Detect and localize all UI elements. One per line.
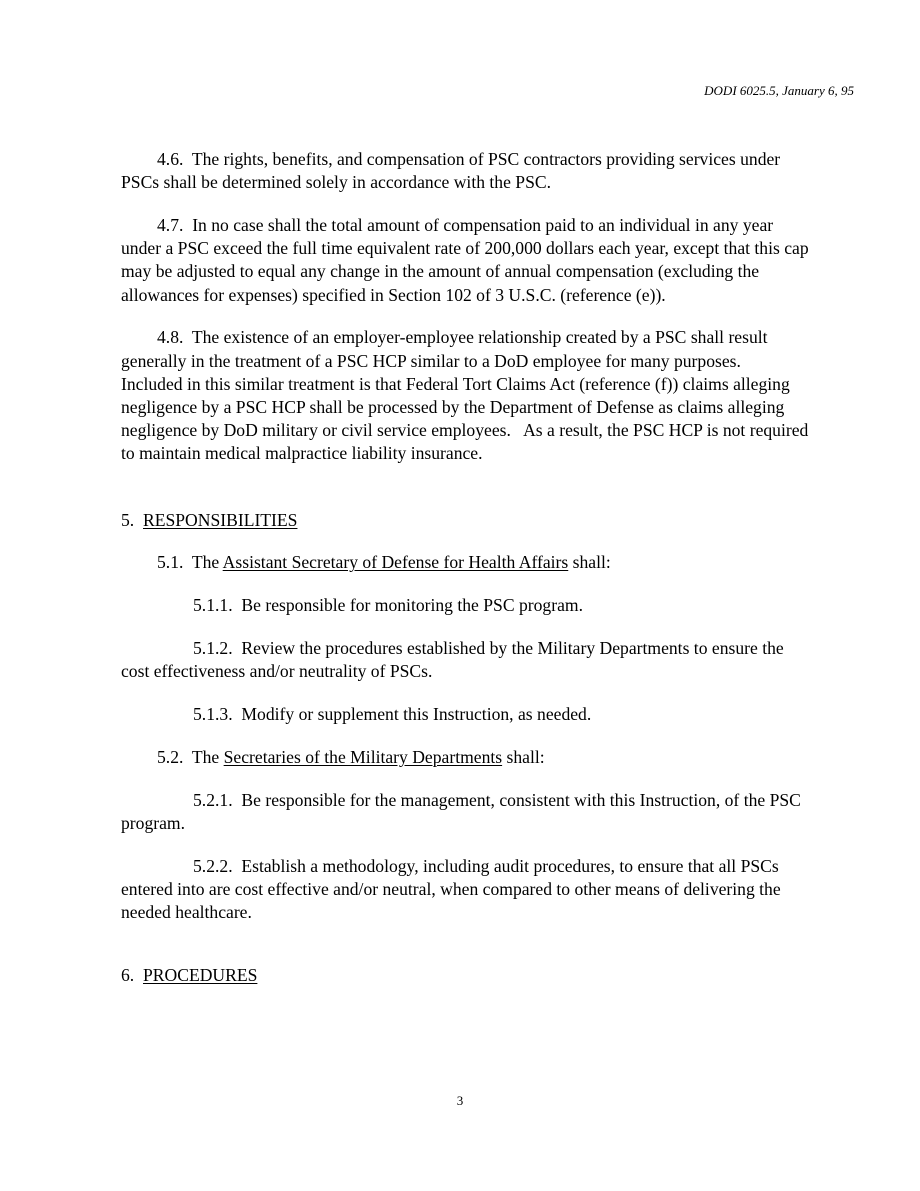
paragraph-5-2-1: [121, 789, 811, 835]
section-title: PROCEDURES: [143, 965, 258, 986]
paragraph-text: Review the procedures established by the Military Departments to ensure the cost effectiveness and/or neutrality of PSCs.: [121, 638, 784, 682]
paragraph-5-2-2: [121, 855, 811, 925]
page-number: 3: [456, 1093, 464, 1108]
paragraph-number: 4.8.: [157, 327, 184, 348]
paragraph-number: 5.1.2.: [193, 638, 233, 659]
paragraph-number: 5.2.1.: [193, 789, 233, 810]
paragraph-number: 5.2.2.: [193, 855, 233, 876]
paragraph-number: 5.1.: [157, 552, 184, 573]
paragraph-4-6: [121, 148, 811, 194]
paragraph-text: In no case shall the total amount of compensation paid to an individual in any year under a PSC exceed the full time equivalent rate of 200,000 dollars each year, except that this cap may be adjusted to equal any change in the amount of annual compensation (excluding the allowances for expenses) specified in Section 102 of 3 U.S.C. (reference (e)).: [121, 215, 809, 305]
section-heading-procedures: [121, 964, 811, 987]
section-number: 5.: [121, 509, 135, 530]
paragraph-text-post: shall:: [506, 746, 545, 767]
paragraph-number: 5.1.3.: [193, 704, 233, 725]
paragraph-text-post: shall:: [572, 552, 611, 573]
section-heading-responsibilities: [121, 509, 811, 532]
paragraph-number: 5.2.: [157, 746, 184, 767]
paragraph-text: The existence of an employer-employee relationship created by a PSC shall result generally in the treatment of a PSC HCP similar to a DoD employee for many purposes. Included in this similar treatment is that Federal Tort Claims Act (reference (f)) claims alleging negligence by a PSC HCP shall be processed by the Department of Defense as claims alleging negligence by DoD military or civil service employees. As a result, the PSC HCP is not required to maintain medical malpractice liability insurance.: [121, 327, 813, 464]
paragraph-5-1-2: [121, 637, 811, 683]
document-body: [121, 148, 811, 1007]
section-number: 6.: [121, 965, 135, 986]
document-reference-header: DODI 6025.5, January 6, 95: [704, 83, 854, 98]
paragraph-number: 4.7.: [157, 215, 184, 235]
paragraph-number: 5.1.1.: [193, 595, 233, 616]
paragraph-text: Be responsible for monitoring the PSC program.: [241, 595, 583, 616]
paragraph-5-1-3: [121, 703, 811, 726]
paragraph-5-1-1: [121, 594, 811, 617]
paragraph-4-7: [121, 214, 811, 307]
paragraph-5-2: [121, 746, 811, 769]
official-title: Secretaries of the Military Departments: [223, 746, 503, 767]
paragraph-text-pre: The: [191, 746, 220, 767]
paragraph-text: Establish a methodology, including audit procedures, to ensure that all PSCs entered into are cost effective and/or neutral, when compared to other means of delivering the needed healthcare.: [121, 855, 781, 923]
paragraph-text: Be responsible for the management, consistent with this Instruction, of the PSC program.: [121, 789, 801, 833]
paragraph-text: Modify or supplement this Instruction, as needed.: [241, 704, 592, 725]
paragraph-text: The rights, benefits, and compensation of PSC contractors providing services under PSCs shall be determined solely in accordance with the PSC.: [121, 149, 781, 193]
section-title: RESPONSIBILITIES: [143, 509, 298, 530]
paragraph-4-8: [121, 326, 811, 465]
paragraph-5-1: [121, 551, 811, 574]
paragraph-text-pre: The: [191, 552, 220, 573]
official-title: Assistant Secretary of Defense for Health Affairs: [222, 552, 569, 573]
paragraph-number: 4.6.: [157, 149, 184, 169]
